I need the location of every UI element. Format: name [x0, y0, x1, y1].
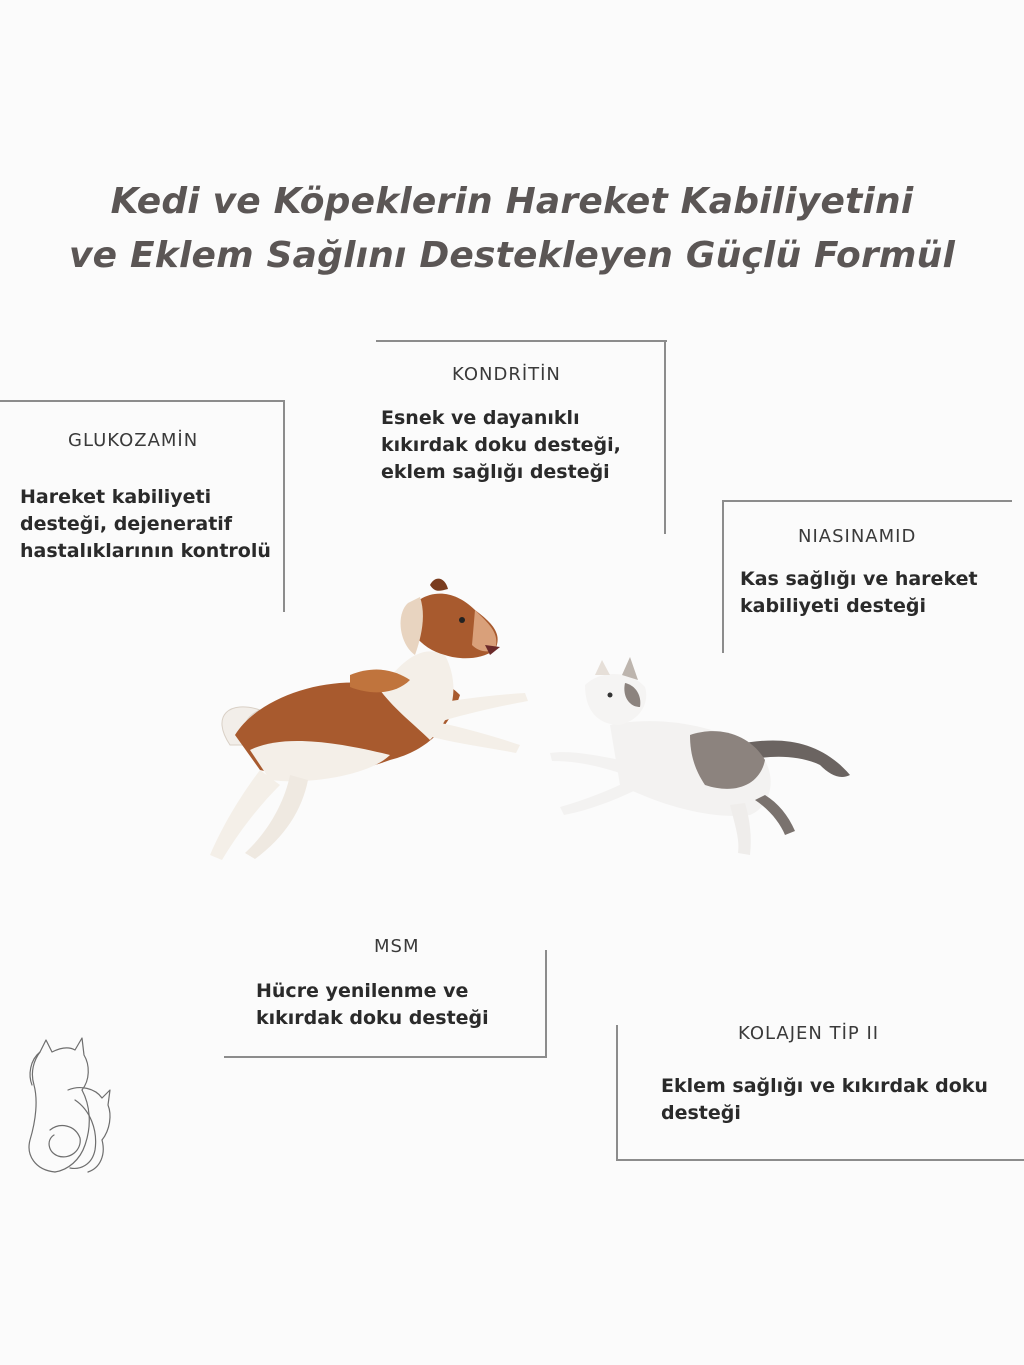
dog-and-cat-illustration [190, 575, 870, 875]
ingredient-name: NIASINAMID [798, 526, 917, 547]
dog-image [210, 579, 528, 860]
cat-dog-line-logo-icon [20, 1030, 120, 1175]
ingredient-description: Hücre yenilenme ve kıkırdak doku desteği [256, 980, 489, 1029]
card-border-left [616, 1025, 618, 1161]
page-title-line-2: ve Eklem Sağlını Destekleyen Güçlü Formül [69, 235, 955, 276]
ingredient-description: Esnek ve dayanıklı kıkırdak doku desteği, eklem sağlığı desteği [381, 407, 621, 483]
ingredient-card-kondritin [376, 340, 667, 535]
card-border-top [0, 400, 285, 402]
cat-image [550, 657, 850, 855]
page-title-line-1: Kedi ve Köpeklerin Hareket Kabiliyetini [110, 181, 914, 222]
page-title [0, 175, 1024, 283]
card-border-top [376, 340, 667, 342]
card-border-bottom [224, 1056, 547, 1058]
ingredient-description: Eklem sağlığı ve kıkırdak doku desteği [661, 1075, 988, 1124]
ingredient-name: KOLAJEN TİP II [738, 1023, 880, 1044]
ingredient-name: MSM [374, 936, 420, 957]
ingredient-name: KONDRİTİN [452, 364, 561, 385]
ingredient-name: GLUKOZAMİN [68, 430, 199, 451]
ingredient-description: Hareket kabiliyeti desteği, dejeneratif hastalıklarının kontrolü [20, 486, 271, 562]
ingredient-card-msm [224, 936, 549, 1062]
ingredient-description: Kas sağlığı ve hareket kabiliyeti desteği [740, 568, 978, 617]
card-border-top [722, 500, 1012, 502]
ingredient-card-kolajen-tip-ii [616, 1025, 1024, 1165]
card-border-bottom [616, 1159, 1024, 1161]
